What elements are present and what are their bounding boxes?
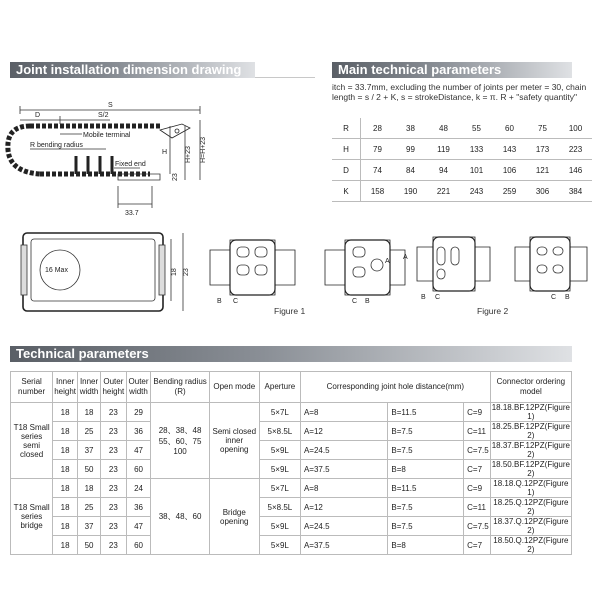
main-table-cell: 38 (394, 118, 427, 139)
main-table-cell: 94 (427, 160, 460, 181)
outer-height-cell: 23 (101, 422, 127, 441)
connector-model-cell: 18.37.Q.12PZ(Figure 2) (490, 517, 571, 536)
main-table-row-label: D (332, 160, 361, 181)
fig2-b-label: B (421, 294, 426, 301)
fig1-b2-label: B (365, 298, 370, 305)
fig1-c-label: C (233, 298, 239, 305)
tech-header-cell: Connector ordering model (490, 372, 571, 403)
hole-distance-c-cell: C=9 (464, 403, 491, 422)
main-table-cell: 48 (427, 118, 460, 139)
aperture-cell: 5×9L (259, 536, 300, 555)
open-mode-cell: Bridge opening (209, 479, 259, 555)
inner-height-cell: 18 (53, 517, 78, 536)
inner-width-cell: 25 (78, 498, 101, 517)
main-table-row (332, 181, 592, 202)
fixed-end-label: Fixed end (115, 161, 146, 168)
table-row (11, 403, 572, 422)
fig1-b-label: B (217, 298, 222, 305)
inner-width-cell: 50 (78, 536, 101, 555)
hole-distance-c-cell: C=7.5 (464, 517, 491, 536)
outer-height-cell: 23 (101, 479, 127, 498)
inner-height-cell: 18 (53, 422, 78, 441)
hole-distance-c-cell: C=7 (464, 460, 491, 479)
outer-width-cell: 29 (126, 403, 151, 422)
main-table-cell: 106 (493, 160, 526, 181)
connector-model-cell: 18.50.BF.12PZ(Figure 2) (491, 460, 570, 478)
main-table-cell: 259 (493, 181, 526, 202)
inner-height-cell: 18 (53, 498, 78, 517)
outer-height-cell: 23 (101, 498, 127, 517)
dim-s2-label: S/2 (98, 112, 109, 119)
technical-parameters-table (10, 371, 572, 555)
tech-header-cell: Bending radius (R) (151, 372, 209, 403)
bending-radius-cell: 38、48、60 (151, 479, 209, 555)
hole-distance-a-cell: A=37.5 (300, 460, 387, 479)
technical-parameters-title: Technical parameters (10, 346, 572, 362)
figure-2-caption: Figure 2 (477, 306, 509, 316)
joint-drawing-title: Joint installation dimension drawing (10, 62, 255, 78)
dim-23-label: 23 (172, 173, 179, 181)
table-row (11, 479, 572, 498)
inner-height-cell: 18 (53, 536, 78, 555)
hole-distance-b-cell: B=7.5 (388, 498, 464, 517)
connector-model-cell: 18.37.BF.12PZ(Figure 2) (491, 441, 570, 459)
joint-drawing-rule (255, 77, 315, 78)
table-row (11, 517, 572, 536)
outer-height-cell: 23 (101, 441, 127, 460)
inner-width-cell: 37 (78, 441, 101, 460)
outer-width-cell: 36 (126, 498, 151, 517)
fig2-a-label: A (403, 254, 408, 261)
table-row (11, 536, 572, 555)
connector-model-cell: 18.25.Q.12PZ(Figure 2) (490, 498, 571, 517)
main-table-row (332, 160, 592, 181)
bending-radius-cell: 28、38、48 55、60、75 100 (151, 403, 209, 479)
inner-height-cell: 18 (53, 441, 78, 460)
fig1-c2-label: C (352, 298, 358, 305)
main-table-cell: 143 (493, 139, 526, 160)
outer-width-cell: 60 (126, 460, 151, 479)
main-table-cell: 133 (460, 139, 493, 160)
aperture-cell: 5×9L (259, 460, 300, 479)
inner-width-cell: 18 (78, 479, 101, 498)
aperture-cell: 5×7L (259, 403, 300, 422)
outer-height-cell: 23 (101, 403, 127, 422)
tech-header-cell: Outer width (126, 372, 151, 403)
outer-height-cell: 23 (101, 536, 127, 555)
hole-distance-a-cell: A=37.5 (300, 536, 387, 555)
max-label: 16 Max (45, 267, 68, 274)
dim-d-label: D (35, 112, 41, 119)
hole-distance-a-cell: A=24.5 (300, 441, 387, 460)
outer-width-cell: 60 (126, 536, 151, 555)
fig1-a-label: A (385, 258, 390, 265)
main-table-cell: 75 (526, 118, 559, 139)
main-table-cell: 60 (493, 118, 526, 139)
hole-distance-c-cell: C=11 (464, 422, 491, 441)
dim-h23-label: H+23 (185, 146, 192, 163)
dim-23b-label: 23 (183, 268, 190, 276)
dim-s-label: S (108, 102, 113, 109)
inner-height-cell: 18 (53, 460, 78, 479)
main-table-cell: 384 (559, 181, 592, 202)
main-table-cell: 74 (361, 160, 395, 181)
figure-1-drawing (210, 240, 405, 305)
aperture-cell: 5×8.5L (259, 498, 300, 517)
main-technical-title: Main technical parameters (332, 62, 572, 78)
main-table-row-label: K (332, 181, 361, 202)
figure-1-caption: Figure 1 (274, 306, 306, 316)
outer-width-cell: 47 (126, 517, 151, 536)
inner-width-cell: 50 (78, 460, 101, 479)
main-table-row-label: R (332, 118, 361, 139)
open-mode-cell: Semi closed inner opening (209, 403, 259, 479)
tech-header-cell: Inner height (53, 372, 78, 403)
main-table-cell: 121 (526, 160, 559, 181)
hole-distance-c-cell: C=7 (464, 536, 491, 555)
outer-width-cell: 24 (126, 479, 151, 498)
dim-h-label: H (162, 149, 168, 156)
main-table-cell: 158 (361, 181, 395, 202)
main-table-cell: 306 (526, 181, 559, 202)
hole-distance-b-cell: B=11.5 (388, 479, 464, 498)
aperture-cell: 5×9L (259, 441, 300, 460)
main-table-cell: 146 (559, 160, 592, 181)
outer-height-cell: 23 (101, 460, 127, 479)
table-row (11, 460, 572, 479)
main-table-row (332, 139, 592, 160)
outer-height-cell: 23 (101, 517, 127, 536)
main-table-cell: 79 (361, 139, 395, 160)
serial-number-cell: T18 Small series bridge (11, 479, 53, 555)
inner-width-cell: 25 (78, 422, 101, 441)
outer-width-cell: 47 (126, 441, 151, 460)
hole-distance-b-cell: B=8 (388, 536, 464, 555)
hole-distance-b-cell: B=7.5 (388, 441, 464, 460)
main-table-cell: 173 (526, 139, 559, 160)
hole-distance-c-cell: C=11 (464, 498, 491, 517)
connector-model-cell: 18.25.BF.12PZ(Figure 2) (491, 422, 570, 440)
main-table-cell: 28 (361, 118, 395, 139)
table-row (11, 441, 572, 460)
inner-height-cell: 18 (53, 479, 78, 498)
inner-width-cell: 37 (78, 517, 101, 536)
aperture-cell: 5×9L (259, 517, 300, 536)
hole-distance-b-cell: B=7.5 (388, 517, 464, 536)
main-technical-table (332, 118, 592, 202)
pitch-label: 33.7 (125, 210, 139, 217)
tech-header-cell: Corresponding joint hole distance(mm) (300, 372, 490, 403)
hole-distance-b-cell: B=11.5 (388, 403, 464, 422)
main-table-cell: 99 (394, 139, 427, 160)
tech-header-cell: Aperture (259, 372, 300, 403)
aperture-cell: 5×7L (259, 479, 300, 498)
tech-header-cell: Open mode (209, 372, 259, 403)
hole-distance-a-cell: A=12 (300, 422, 387, 441)
connector-model-cell: 18.50.Q.12PZ(Figure 2) (490, 536, 571, 555)
connector-model-cell: 18.18.BF.12PZ(Figure 1) (491, 403, 570, 421)
serial-number-cell: T18 Small series semi closed (11, 403, 53, 479)
main-table-cell: 100 (559, 118, 592, 139)
main-table-cell: 101 (460, 160, 493, 181)
tech-header-cell: Serial number (11, 372, 53, 403)
main-technical-note: itch = 33.7mm, excluding the number of joints per meter = 30, chain length = s / 2 + K, s = strokeDistance, k = π. R + "safety quantity" (332, 82, 587, 102)
dim-18-label: 18 (171, 268, 178, 276)
fig2-c-label: C (435, 294, 441, 301)
hole-distance-a-cell: A=12 (300, 498, 387, 517)
dim-hh23-label: H=H+23 (200, 136, 207, 163)
main-table-cell: 84 (394, 160, 427, 181)
fig2-c2-label: C (551, 294, 557, 301)
inner-height-cell: 18 (53, 403, 78, 422)
inner-width-cell: 18 (78, 403, 101, 422)
hole-distance-b-cell: B=7.5 (388, 422, 464, 441)
main-table-cell: 190 (394, 181, 427, 202)
hole-distance-c-cell: C=9 (464, 479, 491, 498)
main-table-row-label: H (332, 139, 361, 160)
fig2-b2-label: B (565, 294, 570, 301)
hole-distance-b-cell: B=8 (388, 460, 464, 479)
figure-2-drawing (403, 237, 587, 301)
main-table-cell: 223 (559, 139, 592, 160)
main-table-cell: 243 (460, 181, 493, 202)
bending-radius-label: R bending radius (30, 142, 83, 149)
tech-header-cell: Inner width (78, 372, 101, 403)
main-table-cell: 119 (427, 139, 460, 160)
tech-header-cell: Outer height (101, 372, 127, 403)
main-table-row (332, 118, 592, 139)
connector-model-cell: 18.18.Q.12PZ(Figure 1) (490, 479, 571, 498)
outer-width-cell: 36 (126, 422, 151, 441)
main-table-cell: 221 (427, 181, 460, 202)
aperture-cell: 5×8.5L (259, 422, 300, 441)
hole-distance-a-cell: A=8 (300, 403, 387, 422)
table-row (11, 422, 572, 441)
hole-distance-a-cell: A=8 (300, 479, 387, 498)
hole-distance-c-cell: C=7.5 (464, 441, 491, 460)
main-table-cell: 55 (460, 118, 493, 139)
table-row (11, 498, 572, 517)
hole-distance-a-cell: A=24.5 (300, 517, 387, 536)
mobile-terminal-label: Mobile terminal (83, 132, 131, 139)
